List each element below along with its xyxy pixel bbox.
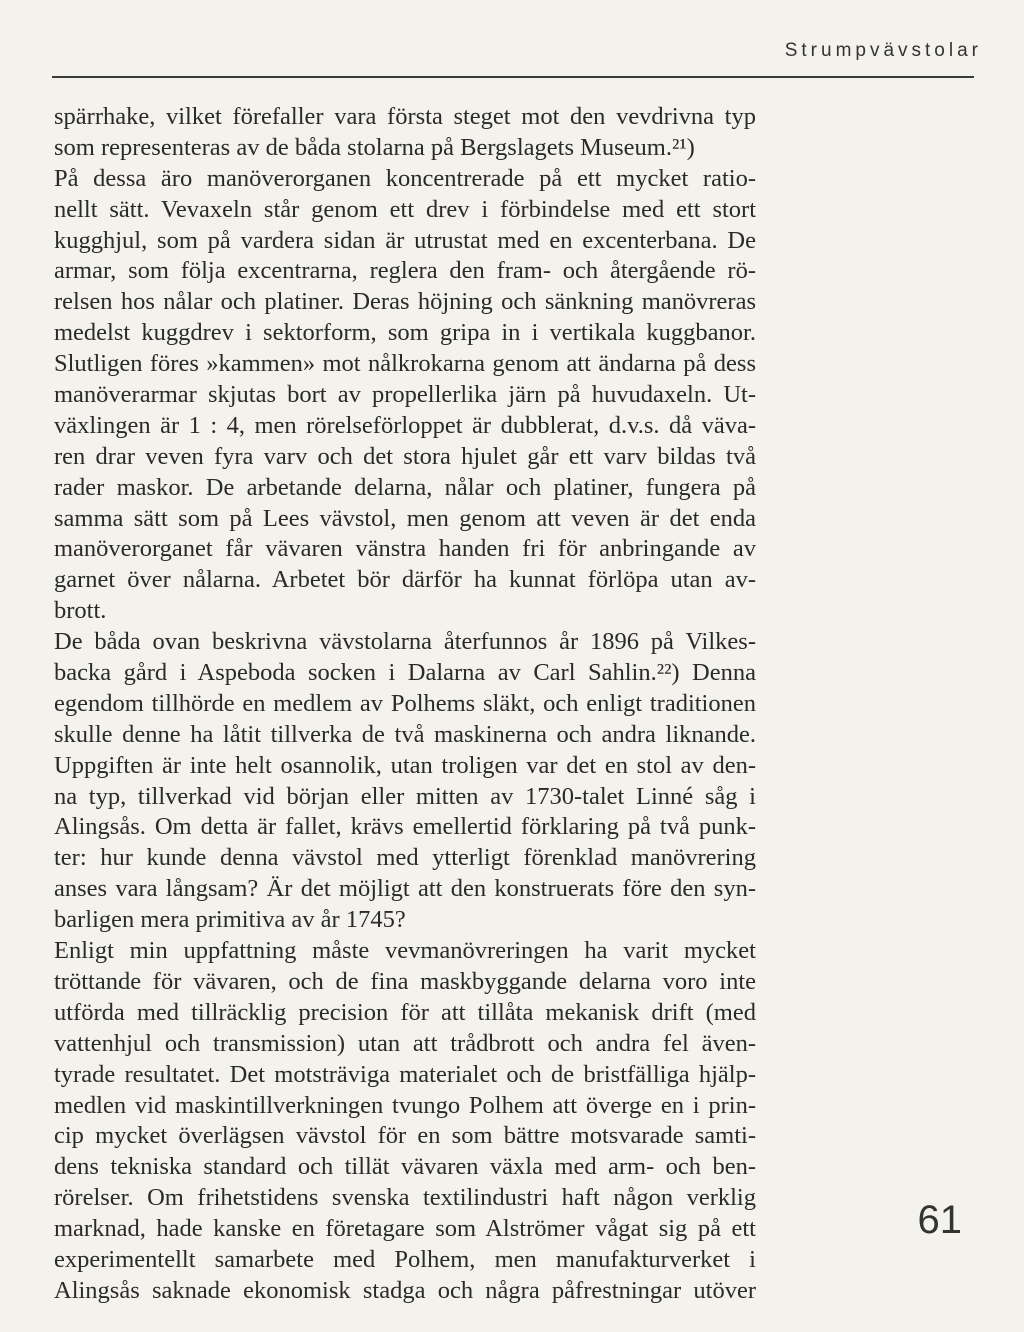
text-line: spärrhake, vilket förefaller vara första steget mot den vevdrivna typ: [54, 103, 756, 130]
text-line: Alingsås saknade ekonomisk stadga och några påfrestningar utöver: [54, 1276, 756, 1304]
text-line: Slutligen föres »kammen» mot nålkrokarna genom att ändarna på dess: [54, 350, 756, 378]
text-line: skulle denne ha låtit tillverka de två maskinerna och andra liknande.: [54, 720, 756, 748]
text-line: som representeras av de båda stolarna på Bergslagets Museum.²¹): [54, 133, 695, 161]
text-line: Uppgiften är inte helt osannolik, utan troligen var det en stol av den-: [54, 751, 756, 779]
text-line: armar, som följa excentrarna, reglera den fram- och återgående rö-: [54, 257, 756, 285]
text-line: växlingen är 1 : 4, men rörelseförloppet är dubblerat, d.v.s. då väva-: [54, 411, 756, 439]
text-line: Enligt min uppfattning måste vevmanövreringen ha varit mycket: [54, 937, 756, 965]
text-line: anses vara långsam? Är det möjligt att den konstruerats före den syn-: [54, 875, 756, 903]
text-line: De båda ovan beskrivna vävstolarna återfunnos år 1896 på Vilkes-: [54, 628, 756, 656]
text-line: cip mycket överlägsen vävstol för en som bättre motsvarade samti-: [54, 1122, 756, 1150]
page-number: 61: [917, 1198, 962, 1242]
text-line: kugghjul, som på vardera sidan är utrustat med en excenterbana. De: [54, 226, 756, 254]
text-line: garnet över nålarna. Arbetet bör därför ha kunnat förlöpa utan av-: [54, 566, 756, 594]
text-line: medelst kuggdrev i sektorform, som gripa in i vertikala kuggbanor.: [54, 319, 756, 347]
text-line: na typ, tillverkad vid början eller mitten av 1730-talet Linné såg i: [54, 782, 756, 810]
text-line: På dessa äro manöverorganen koncentrerade på ett mycket ratio-: [54, 164, 756, 192]
text-line: dens tekniska standard och tillät vävaren växla med arm- och ben-: [54, 1153, 756, 1181]
text-line: vattenhjul och transmission) utan att trådbrott och andra fel även-: [54, 1029, 756, 1057]
running-header-title: Strumpvävstolar: [784, 40, 982, 61]
text-line: tyrade resultatet. Det motsträviga materialet och de bristfälliga hjälp-: [54, 1060, 756, 1088]
header-rule: [52, 76, 974, 78]
text-line: Alingsås. Om detta är fallet, krävs emellertid förklaring på två punk-: [54, 813, 756, 841]
text-line: utförda med tillräcklig precision för att tillåta mekanisk drift (med: [54, 998, 756, 1026]
text-line: backa gård i Aspeboda socken i Dalarna av Carl Sahlin.²²) Denna: [54, 659, 756, 687]
text-line: barligen mera primitiva av år 1745?: [54, 906, 406, 934]
text-line: ren drar veven fyra varv och det stora hjulet går ett varv bildas två: [54, 442, 756, 470]
body-text: [54, 102, 756, 1307]
text-line: tröttande för vävaren, och de fina maskbyggande delarna voro inte: [54, 967, 756, 995]
text-line: medlen vid maskintillverkningen tvungo Polhem att överge en i prin-: [54, 1091, 756, 1119]
text-line: samma sätt som på Lees vävstol, men genom att veven är det enda: [54, 504, 756, 532]
text-line: manöverarmar skjutas bort av propellerlika järn på huvudaxeln. Ut-: [54, 381, 756, 409]
text-line: brott.: [54, 597, 107, 625]
text-line: ter: hur kunde denna vävstol med ytterligt förenklad manövrering: [54, 844, 756, 872]
text-line: experimentellt samarbete med Polhem, men manufakturverket i: [54, 1245, 756, 1273]
text-line: nellt sätt. Vevaxeln står genom ett drev i förbindelse med ett stort: [54, 195, 756, 223]
text-line: manöverorganet får vävaren vänstra handen fri för anbringande av: [54, 535, 756, 563]
text-line: egendom tillhörde en medlem av Polhems släkt, och enligt traditionen: [54, 689, 756, 717]
text-line: relsen hos nålar och platiner. Deras höjning och sänkning manövreras: [54, 288, 756, 316]
text-line: rörelser. Om frihetstidens svenska textilindustri haft någon verklig: [54, 1184, 756, 1212]
text-line: marknad, hade kanske en företagare som Alströmer vågat sig på ett: [54, 1215, 756, 1243]
text-line: rader maskor. De arbetande delarna, nålar och platiner, fungera på: [54, 473, 756, 501]
